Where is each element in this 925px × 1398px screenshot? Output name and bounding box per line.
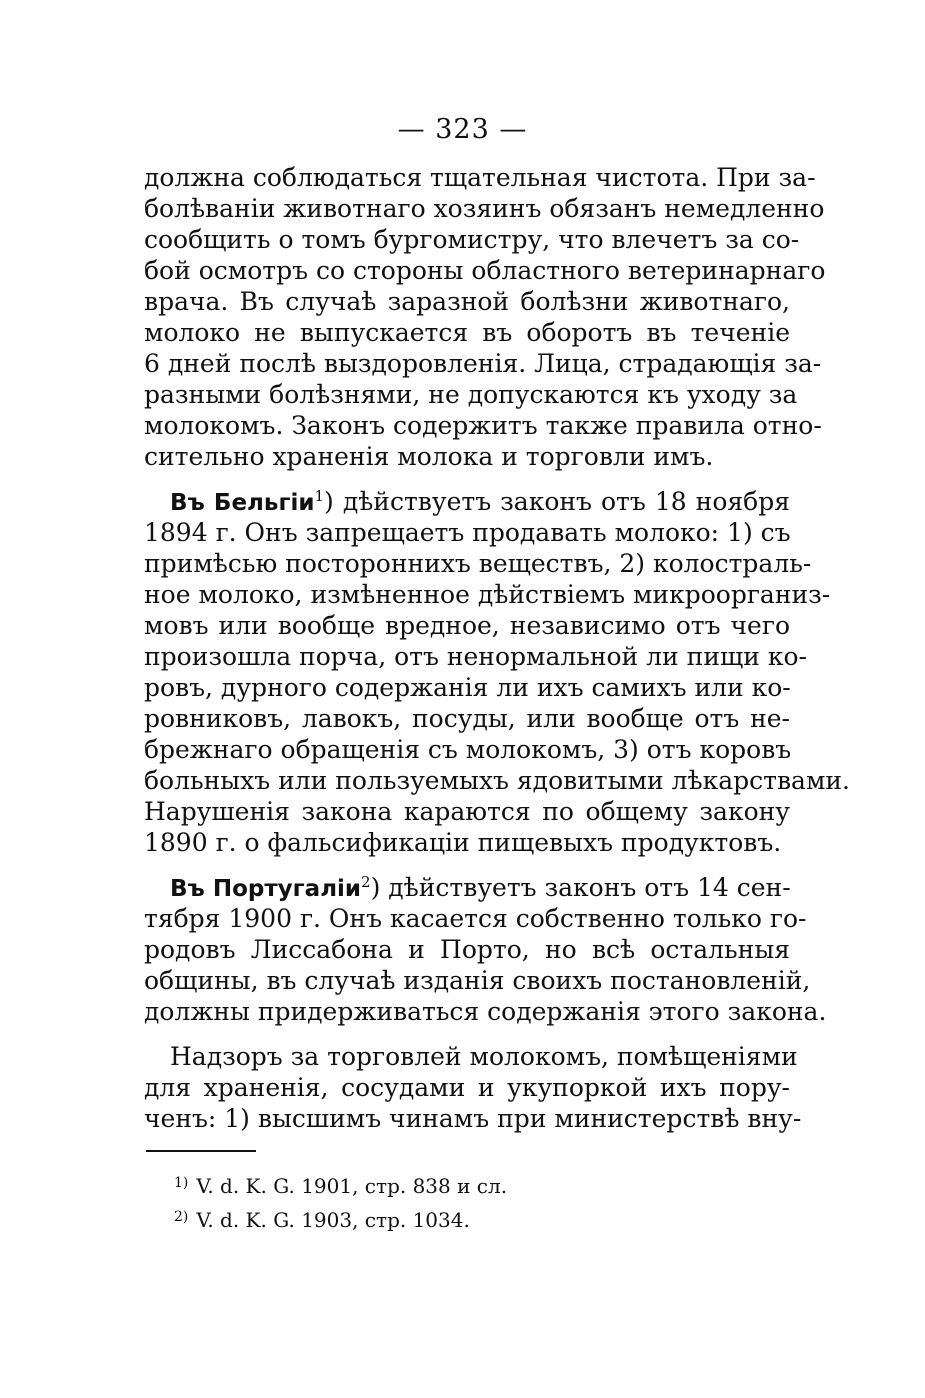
paragraph-portugal — [144, 872, 827, 1027]
text-run: ) дѣйствуетъ законъ отъ 18 ноября — [324, 487, 790, 516]
body-text — [144, 162, 850, 1134]
text-line: врача. Въ случаѣ заразной болѣзни животнаго, — [144, 287, 790, 316]
text-line: брежнаго обращенiя съ молокомъ, 3) отъ коровъ — [144, 735, 792, 764]
text-line — [144, 486, 790, 517]
text-line: произошла порча, отъ ненормальной ли пищи ко- — [144, 642, 807, 671]
text-line: ровъ, дурного содержанiя ли ихъ самихъ или ко- — [144, 673, 791, 702]
text-line: тября 1900 г. Онъ касается собственно только го- — [144, 904, 807, 933]
footnote-text: V. d. K. G. 1903, стр. 1034. — [196, 1208, 470, 1232]
footnote-ref-2: 2 — [361, 873, 371, 891]
paragraph-belgium — [144, 486, 850, 858]
text-line: сообщить о томъ бургомистру, что влечетъ за со- — [144, 225, 800, 254]
country-heading-belgium: Въ Бельгiи — [170, 490, 315, 516]
paragraph-cleanliness — [144, 162, 826, 472]
text-line: общины, въ случаѣ изданiя своихъ постановленiй, — [144, 966, 811, 995]
text-line: должны придерживаться содержанiя этого закона. — [144, 997, 827, 1026]
text-line: ное молоко, измѣненное дѣйствiемъ микроорганиз- — [144, 580, 831, 609]
text-line: болѣванiи животнаго хозяинъ обязанъ немедленно — [144, 194, 825, 223]
text-line: должна соблюдаться тщательная чистота. При за- — [144, 163, 816, 192]
text-line: молокомъ. Законъ содержитъ также правила отно- — [144, 411, 822, 440]
text-line: мовъ или вообще вредное, независимо отъ чего — [144, 611, 790, 640]
paragraph-supervision — [144, 1041, 802, 1134]
text-line: 6 дней послѣ выздоровленiя. Лица, страдающiя за- — [144, 349, 822, 378]
text-line: Надзоръ за торговлей молокомъ, помѣщенiями — [170, 1042, 798, 1071]
text-line: примѣсью постороннихъ веществъ, 2) колостраль- — [144, 549, 812, 578]
text-line: молоко не выпускается въ оборотъ въ теченiе — [144, 318, 790, 347]
footnote-2 — [174, 1202, 774, 1236]
text-line: 1890 г. о фальсификацiи пищевыхъ продуктовъ. — [144, 828, 782, 857]
text-line: больныхъ или пользуемыхъ ядовитыми лѣкарствами. — [144, 766, 850, 795]
footnote-1 — [174, 1168, 774, 1202]
country-heading-portugal: Въ Португалiи — [170, 876, 362, 902]
text-line: 1894 г. Онъ запрещаетъ продавать молоко: 1) съ — [144, 518, 791, 547]
text-line: Нарушенiя закона караются по общему закону — [144, 797, 790, 826]
footnote-divider — [146, 1150, 256, 1152]
page-number: — 323 — — [397, 114, 528, 145]
text-run: ) дѣйствуетъ законъ отъ 14 сен- — [370, 873, 791, 902]
footnotes — [174, 1168, 774, 1236]
text-line: разными болѣзнями, не допускаются къ уходу за — [144, 380, 798, 409]
text-line: для храненiя, сосудами и укупоркой ихъ пору- — [144, 1073, 790, 1102]
text-line: родовъ Лиссабона и Порто, но всѣ остальныя — [144, 935, 790, 964]
footnote-mark: 2) — [174, 1209, 189, 1225]
text-line: ровниковъ, лавокъ, посуды, или вообще отъ не- — [144, 704, 790, 733]
text-line: бой осмотръ со стороны областного ветеринарнаго — [144, 256, 826, 285]
text-line — [144, 872, 790, 903]
footnote-ref-1: 1 — [314, 487, 325, 505]
text-line: ченъ: 1) высшимъ чинамъ при министерствѣ вну- — [144, 1104, 802, 1133]
text-line: сительно храненiя молока и торговли имъ. — [144, 442, 714, 471]
footnote-text: V. d. K. G. 1901, стр. 838 и сл. — [196, 1174, 508, 1198]
footnote-mark: 1) — [174, 1175, 189, 1191]
